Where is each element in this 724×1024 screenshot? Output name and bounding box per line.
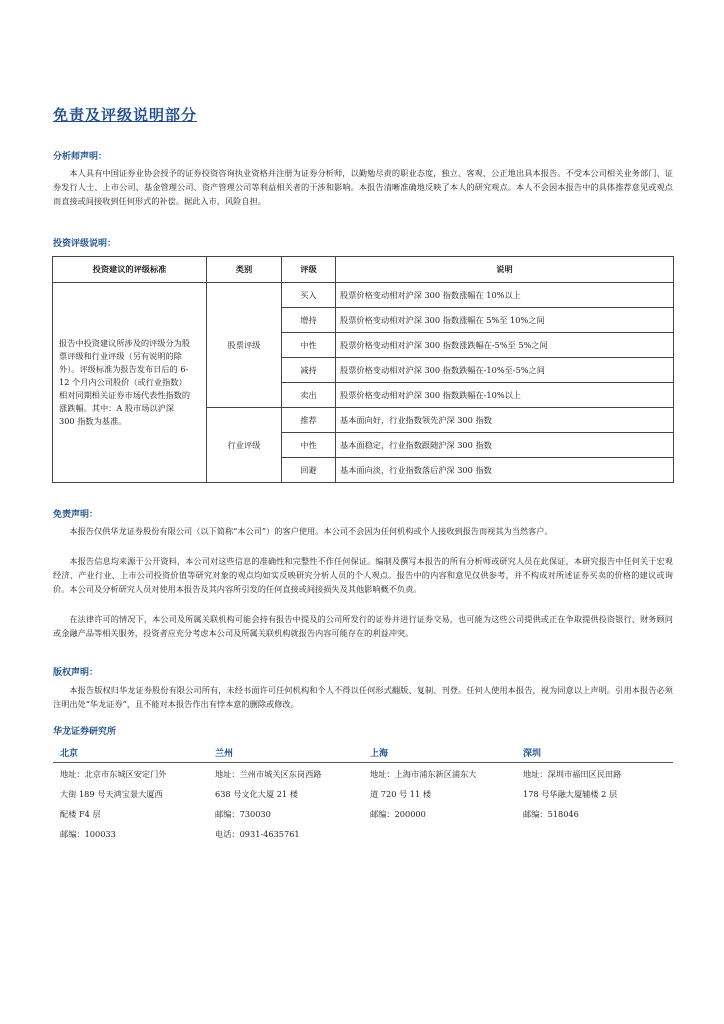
analyst-heading: 分析师声明： [53,152,108,162]
office-city-shanghai: 上海 [370,749,389,759]
rating-desc-cell: 股票价格变动相对沪深 300 指数跌幅在-10%至-5%之间 [336,358,674,383]
header-desc: 说明 [336,257,674,283]
rating-cell: 卖出 [282,383,336,408]
analyst-text: 本人具有中国证券业协会授予的证券投资咨询执业资格并注册为证券分析师，以勤勉尽责的职业态度，独立、客观、公正地出具本报告。不受本公司相关业务部门、证券发行人士、上市公司、基金管理公司、资产管理公司等利益相关者的干涉和影响。本报告清晰准确地反映了本人的研究观点。本人不会因本报告中的具体推荐意见或观点而直接或间接收到任何形式的补偿。据此入市，风险自担。 [53,168,673,206]
header-category: 类别 [207,257,282,283]
office-line: 638 号文化大厦 21 楼 [215,789,298,799]
rating-cell: 中性 [282,433,336,458]
office-line: 配楼 F4 层 [60,809,101,819]
rating-table [52,256,674,483]
office-city-beijing: 北京 [60,749,79,759]
rating-desc-cell: 基本面向淡，行业指数落后沪深 300 指数 [336,458,674,483]
office-line: 邮编：730030 [215,809,271,819]
rating-cell: 中性 [282,333,336,358]
disclaimer-p1: 本报告仅供华龙证券股份有限公司（以下简称“本公司”）的客户使用。本公司不会因为任何机构或个人接收到报告而视其为当然客户。 [69,526,553,536]
header-standard: 投资建议的评级标准 [53,257,207,283]
office-city-shenzhen: 深圳 [523,749,542,759]
institute-heading: 华龙证券研究所 [53,727,117,737]
rating-cell: 买入 [282,283,336,308]
rating-cell: 回避 [282,458,336,483]
disclaimer-heading: 免责声明： [53,510,99,520]
rating-heading: 投资评级说明： [53,239,117,249]
rating-cell: 推荐 [282,408,336,433]
office-city-lanzhou: 兰州 [215,749,234,759]
office-line: 地址：上海市浦东新区浦东大 [370,769,477,779]
office-line: 地址：兰州市城关区东岗西路 [215,769,322,779]
rating-table-header [53,257,674,283]
rating-cell: 增持 [282,308,336,333]
office-header-rule [53,744,673,763]
rating-desc-cell: 股票价格变动相对沪深 300 指数涨跌幅在-5%至 5%之间 [336,333,674,358]
page-title: 免责及评级说明部分 [53,106,198,124]
rating-desc-cell: 股票价格变动相对沪深 300 指数涨幅在 5%至 10%之间 [336,308,674,333]
rating-desc-cell: 基本面向好，行业指数领先沪深 300 指数 [336,408,674,433]
copyright-text: 本报告版权归华龙证券股份有限公司所有，未经书面许可任何机构和个人不得以任何形式翻版、复制、刊登。任何人使用本报告，视为同意以上声明。引用本报告必须注明出处“华龙证券”，且不能对本报告作出有悖本意的删除或修改。 [53,685,673,709]
rating-cell: 减持 [282,358,336,383]
disclaimer-p2: 本报告信息均来源于公开资料，本公司对这些信息的准确性和完整性不作任何保证。编制及撰写本报告的所有分析师或研究人员在此保证，本研究报告中任何关于宏观经济、产业行业、上市公司投资价值等研究对象的观点均如实反映研究分析人员的个人观点。报告中的内容和意见仅供参考，并不构成对所述证券买卖的价格的建议或询价。本公司及分析研究人员对使用本报告及其内容所引发的任何直接或间接损失及其他影响概不负责。 [53,556,673,594]
rating-desc-cell: 基本面稳定，行业指数跟随沪深 300 指数 [336,433,674,458]
office-line: 道 720 号 11 楼 [370,789,432,799]
office-shanghai [370,764,520,824]
stock-category: 股票评级 [207,283,282,408]
office-shenzhen [523,764,673,824]
office-line: 大街 189 号天鸿宝景大厦西 [60,789,163,799]
copyright-heading: 版权声明： [53,668,99,678]
office-lanzhou [215,764,365,844]
rating-desc-cell: 股票价格变动相对沪深 300 指数涨幅在 10%以上 [336,283,674,308]
header-rating: 评级 [282,257,336,283]
office-line: 邮编：518046 [523,809,579,819]
office-beijing [60,764,210,844]
office-line: 邮编：100033 [60,829,116,839]
industry-category: 行业评级 [207,408,282,483]
disclaimer-p3: 在法律许可的情况下，本公司及所属关联机构可能会持有报告中提及的公司所发行的证券并进行证券交易，也可能为这些公司提供或正在争取提供投资银行、财务顾问或金融产品等相关服务，投资者应充分考虑本公司及所属关联机构就报告内容可能存在的利益冲突。 [53,614,673,638]
rating-standard-text: 报告中投资建议所涉及的评级分为股票评级和行业评级（另有说明的除外）。评级标准为报告发布日后的 6-12 个月内公司股价（或行业指数）相对同期相关证券市场代表性指数的涨跌幅。其中：A 股市场以沪深 300 指数为基准。 [53,283,207,483]
office-line: 地址：北京市东城区安定门外 [60,769,167,779]
rating-desc-cell: 股票价格变动相对沪深 300 指数跌幅在-10%以上 [336,383,674,408]
office-line: 电话：0931-4635761 [215,829,300,839]
table-row [53,283,674,308]
office-line: 178 号华融大厦辅楼 2 层 [523,789,618,799]
office-line: 地址：深圳市福田区民田路 [523,769,622,779]
office-line: 邮编：200000 [370,809,426,819]
